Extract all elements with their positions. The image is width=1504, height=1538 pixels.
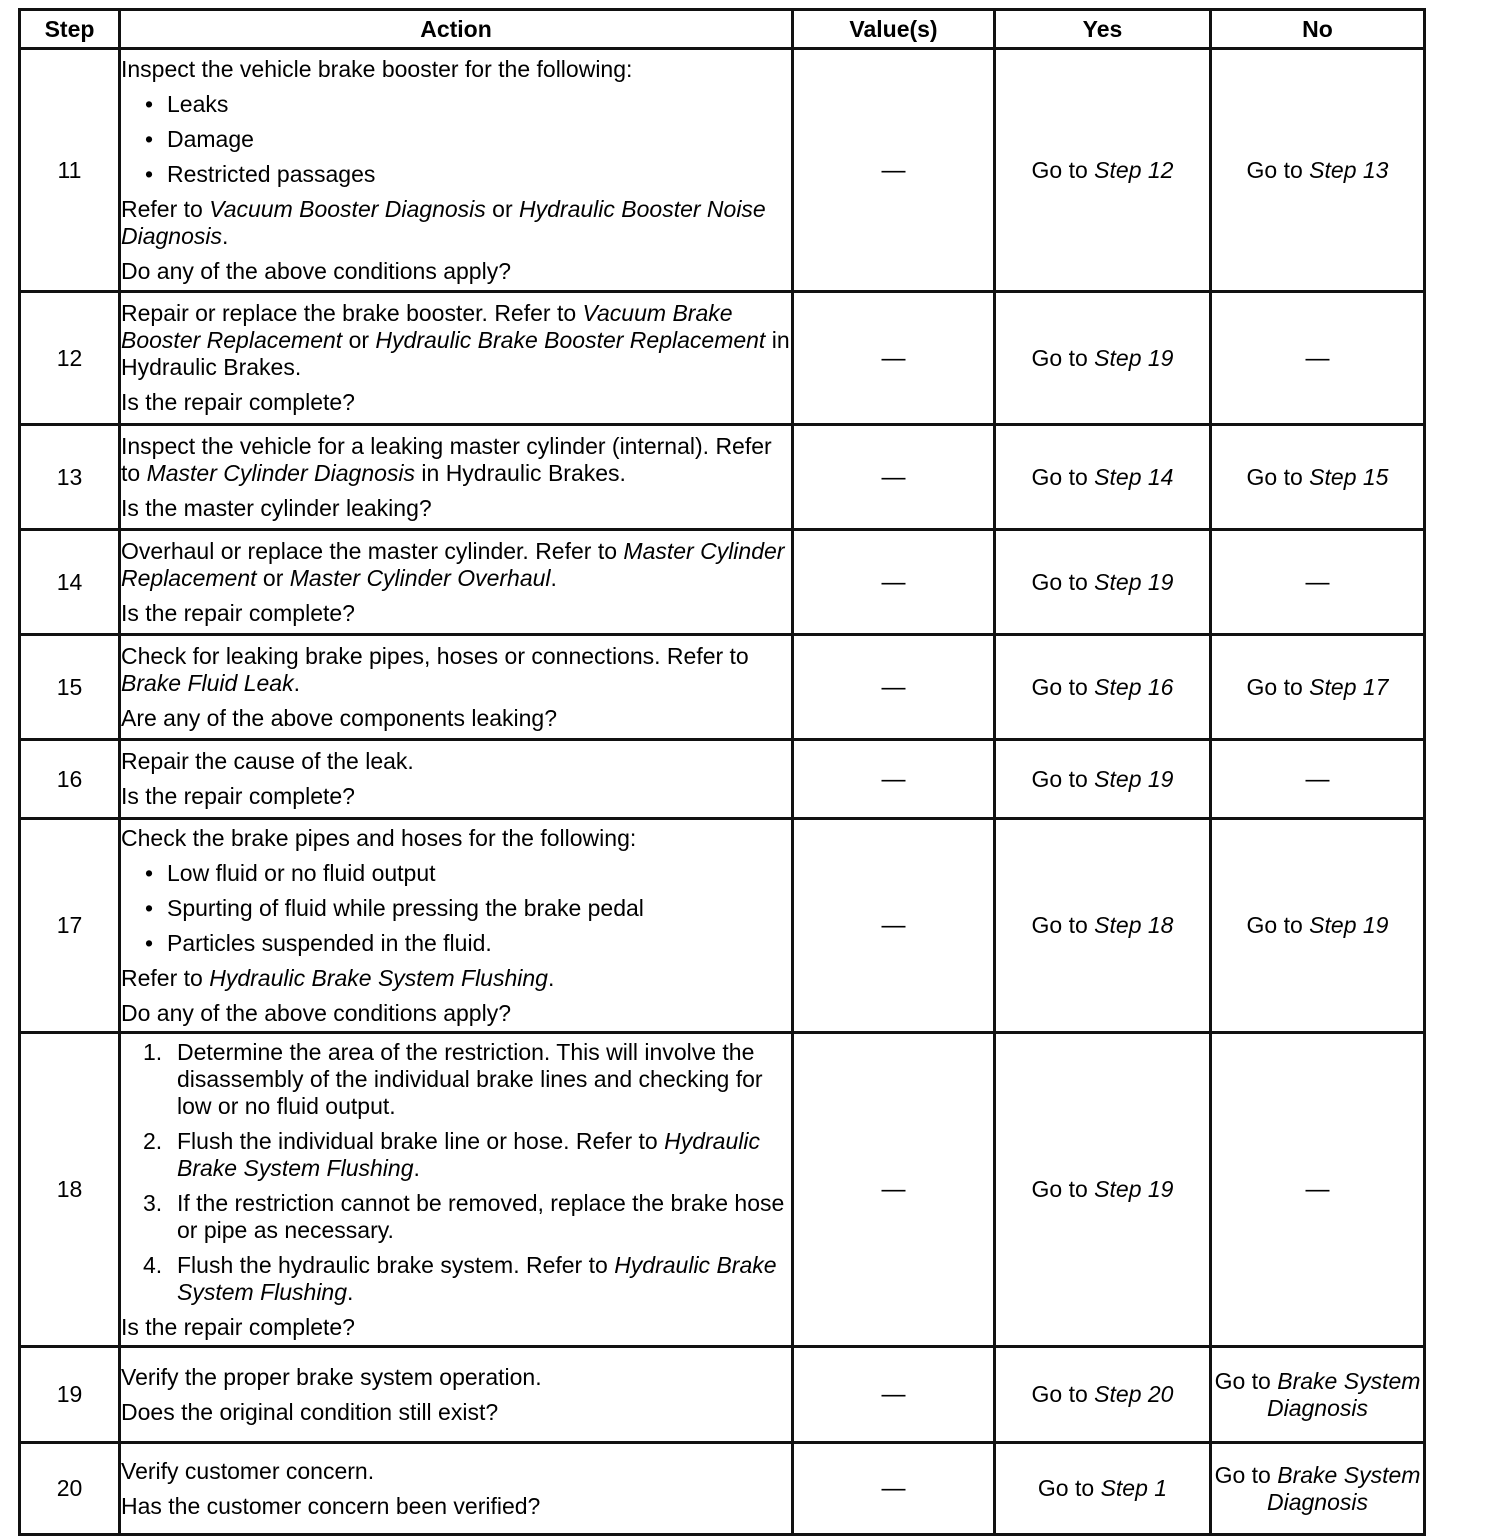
action-text: Inspect the vehicle for a leaking master cylinder (internal). Refer to Master Cylinder Diagnosis in Hydraulic Brakes. (121, 432, 772, 486)
diagnostic-table (18, 8, 1426, 1536)
question-text: Is the repair complete? (121, 1313, 355, 1340)
value-cell: — (793, 530, 995, 635)
no-cell: — (1211, 740, 1425, 819)
yes-step-ref: Step 14 (1094, 463, 1174, 490)
table-row (20, 635, 1425, 740)
yes-cell: Go to Step 18 (995, 819, 1211, 1033)
yes-step-ref: Step 1 (1100, 1475, 1168, 1501)
yes-cell: Go to Step 1 (995, 1443, 1211, 1535)
table-row (20, 1347, 1425, 1443)
yes-cell: Go to Step 19 (995, 1033, 1211, 1347)
no-cell: Go to Step 15 (1211, 425, 1425, 530)
value-cell: — (793, 1443, 995, 1535)
question-text: Do any of the above conditions apply? (121, 999, 511, 1026)
action-cell (120, 1347, 793, 1443)
yes-step-ref: Step 16 (1094, 673, 1174, 700)
yes-cell: Go to Step 16 (995, 635, 1211, 740)
table-row (20, 1033, 1425, 1347)
action-cell (120, 740, 793, 819)
header-step: Step (20, 10, 120, 49)
bullet-item: • Leaks (121, 91, 791, 118)
step-number: 16 (20, 740, 120, 819)
action-cell (120, 635, 793, 740)
table-row (20, 740, 1425, 819)
header-yes: Yes (995, 10, 1211, 49)
header-action: Action (120, 10, 793, 49)
no-cell: — (1211, 530, 1425, 635)
table-row (20, 49, 1425, 292)
no-step-ref: Brake System Diagnosis (1267, 1367, 1421, 1421)
bullet-item: • Spurting of fluid while pressing the brake pedal (121, 895, 791, 922)
step-number: 11 (20, 49, 120, 292)
question-text: Is the repair complete? (121, 783, 355, 809)
yes-cell: Go to Step 12 (995, 49, 1211, 292)
action-cell (120, 1033, 793, 1347)
table-row (20, 292, 1425, 425)
no-cell: — (1211, 292, 1425, 425)
no-step-ref: Brake System Diagnosis (1267, 1461, 1421, 1515)
bullet-item: • Restricted passages (121, 161, 791, 188)
no-cell: Go to Step 19 (1211, 819, 1425, 1033)
action-text: Verify the proper brake system operation. (121, 1363, 542, 1390)
step-number: 12 (20, 292, 120, 425)
value-cell: — (793, 1033, 995, 1347)
yes-step-ref: Step 18 (1094, 912, 1174, 938)
action-cell (120, 819, 793, 1033)
yes-cell: Go to Step 14 (995, 425, 1211, 530)
no-cell: — (1211, 1033, 1425, 1347)
step-number: 20 (20, 1443, 120, 1535)
yes-step-ref: Step 19 (1094, 1176, 1174, 1202)
bullet-item: • Damage (121, 126, 791, 153)
question-text: Are any of the above components leaking? (121, 704, 558, 731)
header-row (20, 10, 1425, 49)
no-cell: Go to Brake System Diagnosis (1211, 1443, 1425, 1535)
no-cell: Go to Brake System Diagnosis (1211, 1347, 1425, 1443)
step-number: 17 (20, 819, 120, 1033)
step-number: 18 (20, 1033, 120, 1347)
reference-link: Hydraulic Brake Booster Replacement (375, 327, 766, 353)
question-text: Does the original condition still exist? (121, 1398, 499, 1425)
action-text: Verify customer concern. (121, 1457, 375, 1484)
numbered-item: 2. Flush the individual brake line or hose. Refer to Hydraulic Brake System Flushing. (143, 1127, 760, 1181)
value-cell: — (793, 1347, 995, 1443)
reference-text: Refer to Hydraulic Brake System Flushing. (121, 964, 555, 991)
reference-link: Master Cylinder Diagnosis (146, 459, 416, 486)
value-cell: — (793, 292, 995, 425)
reference-link: Master Cylinder Overhaul (289, 564, 551, 591)
action-cell (120, 530, 793, 635)
reference-link: Hydraulic Brake System Flushing (209, 964, 548, 991)
step-number: 15 (20, 635, 120, 740)
yes-step-ref: Step 19 (1094, 344, 1174, 371)
no-cell: Go to Step 17 (1211, 635, 1425, 740)
question-text: Is the repair complete? (121, 389, 355, 415)
no-cell: Go to Step 13 (1211, 49, 1425, 292)
action-text: Repair or replace the brake booster. Refer to Vacuum Brake Booster Replacement or Hydraulic Brake Booster Replacement in Hydraulic Brakes. (121, 300, 790, 380)
action-cell (120, 1443, 793, 1535)
reference-link: Vacuum Brake Booster Replacement (121, 300, 733, 353)
action-text: Check the brake pipes and hoses for the following: (121, 824, 637, 851)
action-text: Inspect the vehicle brake booster for the following: (121, 55, 633, 82)
header-values: Value(s) (793, 10, 995, 49)
action-text: Repair the cause of the leak. (121, 748, 414, 774)
reference-link: Hydraulic Booster Noise Diagnosis (121, 195, 766, 249)
yes-cell: Go to Step 20 (995, 1347, 1211, 1443)
reference-text: Refer to Vacuum Booster Diagnosis or Hydraulic Booster Noise Diagnosis. (121, 195, 766, 249)
reference-link: Hydraulic Brake System Flushing (177, 1127, 760, 1181)
yes-step-ref: Step 19 (1094, 568, 1174, 595)
no-step-ref: Step 13 (1309, 156, 1389, 183)
action-text: Overhaul or replace the master cylinder. Refer to Master Cylinder Replacement or Master Cylinder Overhaul. (121, 537, 785, 591)
yes-step-ref: Step 12 (1094, 156, 1174, 183)
value-cell: — (793, 425, 995, 530)
table-row (20, 530, 1425, 635)
question-text: Has the customer concern been verified? (121, 1492, 541, 1519)
reference-link: Hydraulic Brake System Flushing (177, 1251, 777, 1305)
action-cell (120, 49, 793, 292)
yes-step-ref: Step 19 (1094, 765, 1174, 792)
table-row (20, 1443, 1425, 1535)
numbered-item: 3. If the restriction cannot be removed, replace the brake hose or pipe as necessary. (143, 1189, 785, 1243)
question-text: Is the master cylinder leaking? (121, 494, 432, 521)
bullet-item: • Low fluid or no fluid output (121, 860, 791, 887)
reference-link: Brake Fluid Leak (121, 669, 294, 696)
question-text: Is the repair complete? (121, 599, 355, 626)
reference-link: Vacuum Booster Diagnosis (209, 195, 486, 222)
yes-cell: Go to Step 19 (995, 292, 1211, 425)
action-text: Check for leaking brake pipes, hoses or connections. Refer to Brake Fluid Leak. (121, 642, 749, 696)
table-row (20, 425, 1425, 530)
yes-step-ref: Step 20 (1094, 1381, 1174, 1407)
value-cell: — (793, 49, 995, 292)
no-step-ref: Step 19 (1309, 912, 1389, 938)
no-step-ref: Step 15 (1309, 463, 1389, 490)
value-cell: — (793, 635, 995, 740)
reference-link: Master Cylinder Replacement (121, 537, 785, 591)
numbered-item: 1. Determine the area of the restriction. This will involve the disassembly of the individual brake lines and checking for low or no fluid output. (143, 1038, 763, 1119)
action-cell (120, 425, 793, 530)
bullet-item: • Particles suspended in the fluid. (121, 930, 791, 957)
header-no: No (1211, 10, 1425, 49)
step-number: 13 (20, 425, 120, 530)
yes-cell: Go to Step 19 (995, 740, 1211, 819)
action-cell (120, 292, 793, 425)
table-row (20, 819, 1425, 1033)
value-cell: — (793, 740, 995, 819)
numbered-item: 4. Flush the hydraulic brake system. Refer to Hydraulic Brake System Flushing. (143, 1251, 777, 1305)
step-number: 14 (20, 530, 120, 635)
step-number: 19 (20, 1347, 120, 1443)
value-cell: — (793, 819, 995, 1033)
yes-cell: Go to Step 19 (995, 530, 1211, 635)
no-step-ref: Step 17 (1309, 673, 1389, 700)
question-text: Do any of the above conditions apply? (121, 257, 511, 284)
